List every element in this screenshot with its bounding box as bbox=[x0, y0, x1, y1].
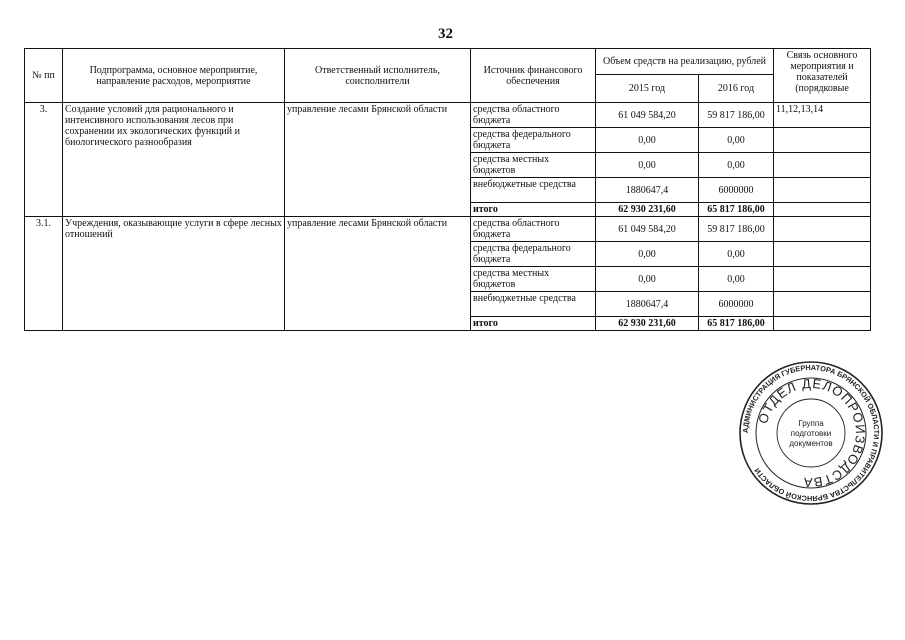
amount-2016: 0,00 bbox=[699, 128, 774, 153]
amount-2016: 0,00 bbox=[699, 153, 774, 178]
funding-source: средства федерального бюджета bbox=[471, 128, 596, 153]
amount-2015: 0,00 bbox=[596, 153, 699, 178]
funding-source: внебюджетные средства bbox=[471, 292, 596, 317]
stamp-outer-text: АДМИНИСТРАЦИЯ ГУБЕРНАТОРА БРЯНСКОЙ ОБЛАСТИ И ПРАВИТЕЛЬСТВА БРЯНСКОЙ ОБЛАСТИ bbox=[740, 362, 882, 504]
table-row bbox=[25, 103, 871, 128]
amount-2016: 65 817 186,00 bbox=[699, 317, 774, 331]
amount-2016: 65 817 186,00 bbox=[699, 203, 774, 217]
indicator-link-empty bbox=[774, 292, 871, 317]
amount-2015: 0,00 bbox=[596, 267, 699, 292]
funding-source: средства местных бюджетов bbox=[471, 267, 596, 292]
header-source: Источник финансового обеспечения bbox=[471, 49, 596, 103]
row-number: 3.1. bbox=[25, 217, 63, 331]
header-num: № пп bbox=[25, 49, 63, 103]
header-executor: Ответственный исполнитель, соисполнители bbox=[285, 49, 471, 103]
responsible-executor: управление лесами Брянской области bbox=[285, 217, 471, 331]
funding-source: средства местных бюджетов bbox=[471, 153, 596, 178]
amount-2015: 61 049 584,20 bbox=[596, 103, 699, 128]
amount-2015: 61 049 584,20 bbox=[596, 217, 699, 242]
indicator-link-empty bbox=[774, 242, 871, 267]
indicator-link-empty bbox=[774, 317, 871, 331]
funding-source: средства областного бюджета bbox=[471, 103, 596, 128]
amount-2015: 1880647,4 bbox=[596, 292, 699, 317]
header-year-2016: 2016 год bbox=[699, 75, 774, 103]
amount-2016: 6000000 bbox=[699, 292, 774, 317]
funding-source: итого bbox=[471, 203, 596, 217]
responsible-executor: управление лесами Брянской области bbox=[285, 103, 471, 217]
indicator-link-empty bbox=[774, 267, 871, 292]
indicator-link bbox=[774, 217, 871, 242]
amount-2016: 0,00 bbox=[699, 267, 774, 292]
header-link-text: Связь основного мероприятия и показателей (порядковые bbox=[786, 50, 858, 94]
indicator-link-empty bbox=[774, 128, 871, 153]
funding-source: итого bbox=[471, 317, 596, 331]
indicator-link-empty bbox=[774, 153, 871, 178]
amount-2015: 1880647,4 bbox=[596, 178, 699, 203]
amount-2015: 0,00 bbox=[596, 242, 699, 267]
amount-2016: 0,00 bbox=[699, 242, 774, 267]
indicator-link-empty bbox=[774, 203, 871, 217]
stamp-dept-text: ОТДЕЛ ДЕЛОПРОИЗВОДСТВА bbox=[755, 375, 869, 491]
funding-source: средства областного бюджета bbox=[471, 217, 596, 242]
amount-2015: 0,00 bbox=[596, 128, 699, 153]
amount-2016: 59 817 186,00 bbox=[699, 217, 774, 242]
office-stamp bbox=[738, 360, 884, 506]
stamp-center-line1: Группа bbox=[798, 419, 824, 428]
funding-source: средства федерального бюджета bbox=[471, 242, 596, 267]
program-name: Создание условий для рационального и интенсивного использования лесов при сохранении их экологических функций и биологического разнообразия bbox=[63, 103, 285, 217]
amount-2015: 62 930 231,60 bbox=[596, 203, 699, 217]
header-year-2015: 2015 год bbox=[596, 75, 699, 103]
stamp-center-line2: подготовки bbox=[790, 429, 832, 438]
budget-table bbox=[24, 48, 871, 331]
table-body bbox=[25, 103, 871, 331]
indicator-link: 11,12,13,14 bbox=[774, 103, 871, 128]
stamp-center-line3: документов bbox=[789, 439, 833, 448]
amount-2015: 62 930 231,60 bbox=[596, 317, 699, 331]
program-name: Учреждения, оказывающие услуги в сфере лесных отношений bbox=[63, 217, 285, 331]
row-number: 3. bbox=[25, 103, 63, 217]
amount-2016: 59 817 186,00 bbox=[699, 103, 774, 128]
amount-2016: 6000000 bbox=[699, 178, 774, 203]
header-link bbox=[774, 49, 871, 103]
indicator-link-empty bbox=[774, 178, 871, 203]
table-row bbox=[25, 217, 871, 242]
page-number: 32 bbox=[438, 26, 453, 42]
header-volume: Объем средств на реализацию, рублей bbox=[596, 49, 774, 75]
header-program: Подпрограмма, основное мероприятие, направление расходов, мероприятие bbox=[63, 49, 285, 103]
funding-source: внебюджетные средства bbox=[471, 178, 596, 203]
